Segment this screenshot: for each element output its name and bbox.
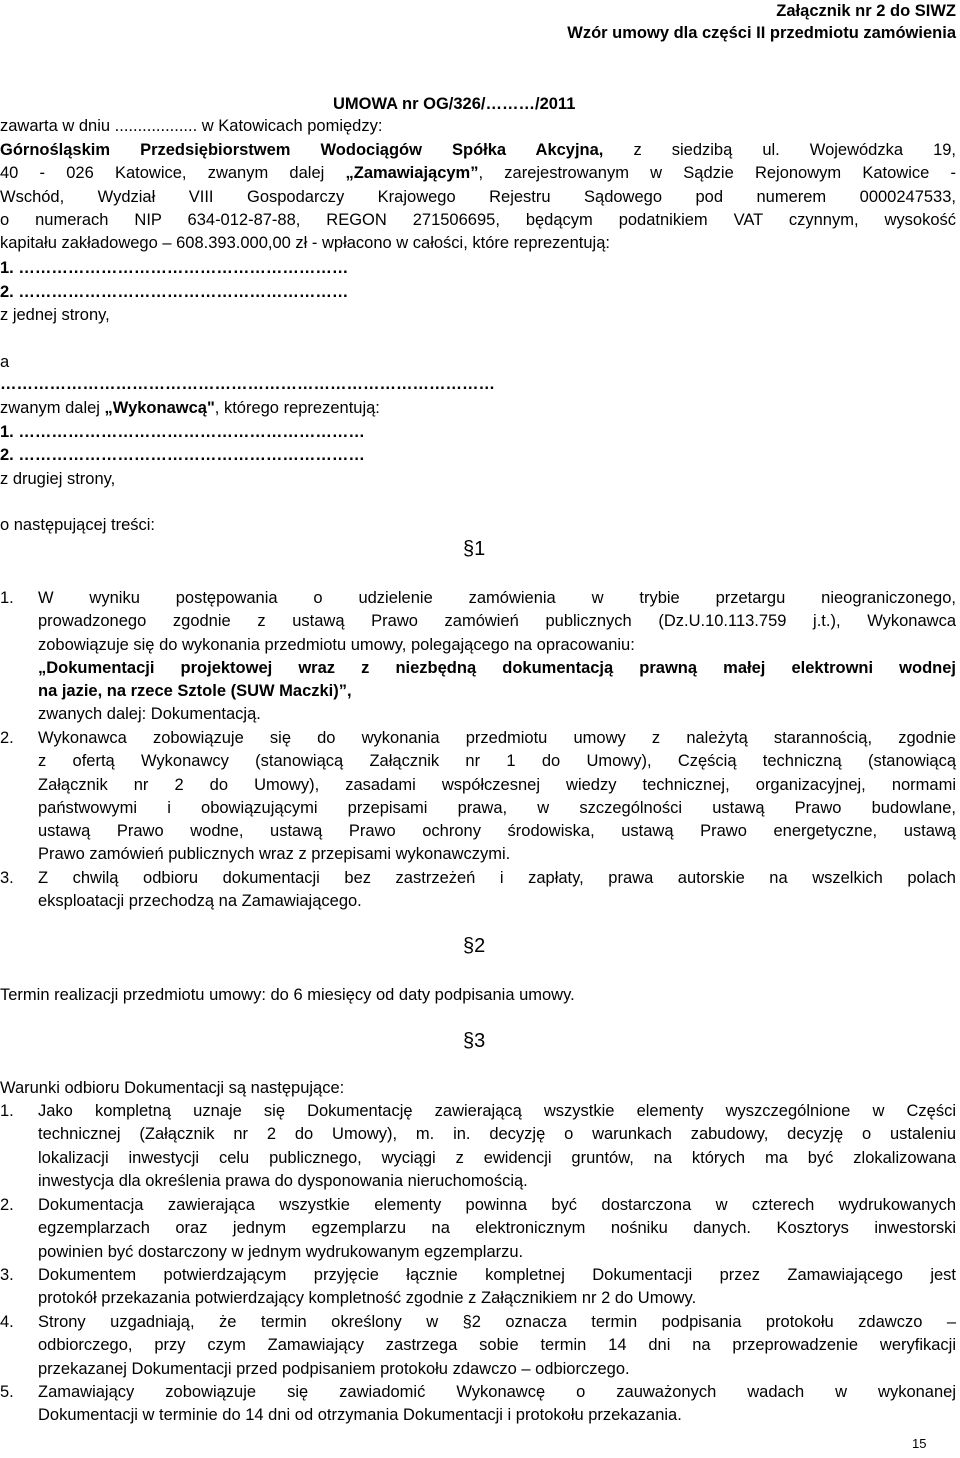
s3-item-2: Dokumentacja zawierająca wszystkie elementy powinna być dostarczona w czterech wydrukowanych egzemplarzach oraz jednym egzemplarzu na elektronicznym nośniku danych. Kosztorys inwestorski powinien być dostarczony w jednym wydrukowanym egzemplarzu.: [38, 1196, 956, 1261]
representative-2a: 1. ………………………………………………………: [0, 423, 365, 441]
and-label: a: [0, 353, 10, 371]
representative-1a: 1. ……………………………………………………: [0, 259, 349, 277]
s3-item-4: Strony uzgadniają, że termin określony w §2 oznacza termin podpisania protokołu zdawczo – odbiorczego, przy czym Zamawiający zastrzega sobie termin 14 dni na przeprowadzenie weryfikacji przekazanej Dokumentacji przed podpisaniem protokołu zdawczo – odbiorczego.: [38, 1313, 956, 1378]
section-3-mark: §3: [463, 1030, 486, 1052]
attachment-label: Załącznik nr 2 do SIWZ: [776, 2, 956, 20]
s3-item-5-num: 5.: [0, 1383, 14, 1401]
representative-1b: 2. ……………………………………………………: [0, 283, 349, 301]
s1-item-1-num: 1.: [0, 589, 14, 607]
contractor-line: zwanym dalej „Wykonawcą", którego reprezentują:: [0, 399, 380, 417]
s1-item-2-num: 2.: [0, 729, 14, 747]
section-1-mark: §1: [463, 538, 486, 560]
s3-item-1-num: 1.: [0, 1102, 14, 1120]
contractor-dots: ………………………………………………………………………………: [0, 375, 495, 393]
section-2-mark: §2: [463, 935, 486, 957]
s1-item-2: Wykonawca zobowiązuje się do wykonania przedmiotu umowy z należytą starannością, zgodnie z ofertą Wykonawcy (stanowiącą Załącznik nr 1 do Umowy), Częścią techniczną (stanowiącą Załącznik nr 2 do Umowy), zasadami współczesnej wiedzy technicznej, organizacyjnej, normami państwowymi i obowiązującymi przepisami prawa, w szczególności ustawą Prawo budowlane, ustawą Prawo wodne, ustawą Prawo ochrony środowiska, ustawą Prawo energetyczne, ustawą Prawo zamówień publicznych wraz z przepisami wykonawczymi.: [38, 729, 956, 864]
representative-2b: 2. ………………………………………………………: [0, 446, 365, 464]
s1-item-1: W wyniku postępowania o udzielenie zamówienia w trybie przetargu nieograniczonego, prowadzonego zgodnie z ustawą Prawo zamówień publicznych (Dz.U.10.113.759 j.t.), Wykonawca zobowiązuje się do wykonania przedmiotu umowy, polegającego na opracowaniu: „Dokumentacji projektowej wraz z niezbędną dokumentacją prawną małej elektrowni wodnej na jazie, na rzece Sztole (SUW Maczki)”, zwanych dalej: Dokumentacją.: [38, 589, 956, 724]
s3-item-3-num: 3.: [0, 1266, 14, 1284]
contract-number: UMOWA nr OG/326/………/2011: [333, 95, 576, 113]
document-title: Wzór umowy dla części II przedmiotu zamówienia: [567, 24, 956, 42]
section-2-text: Termin realizacji przedmiotu umowy: do 6 miesięcy od daty podpisania umowy.: [0, 986, 575, 1004]
party1-block: Górnośląskim Przedsiębiorstwem Wodociągów Spółka Akcyjna, z siedzibą ul. Wojewódzka 19, 40 - 026 Katowice, zwanym dalej „Zamawiającym”, zarejestrowanym w Sądzie Rejonowym Katowice - Wschód, Wydział VIII Gospodarczy Krajowego Rejestru Sądowego pod numerem 0000247533, o numerach NIP 634-012-87-88, REGON 271506695, będącym podatnikiem VAT czynnym, wysokość kapitału zakładowego – 608.393.000,00 zł - wpłacono w całości, które reprezentują:: [0, 141, 957, 253]
s3-item-5: Zamawiający zobowiązuje się zawiadomić Wykonawcę o zauważonych wadach w wykonanej Dokumentacji w terminie do 14 dni od otrzymania Dokumentacji i protokołu przekazania.: [38, 1383, 956, 1425]
first-side-label: z jednej strony,: [0, 306, 110, 324]
section-3-intro: Warunki odbioru Dokumentacji są następujące:: [0, 1079, 345, 1097]
contract-date-line: zawarta w dniu .................. w Katowicach pomiędzy:: [0, 117, 383, 135]
s3-item-1: Jako kompletną uznaje się Dokumentację zawierającą wszystkie elementy wyszczególnione w Części technicznej (Załącznik nr 2 do Umowy), m. in. decyzję o warunkach zabudowy, decyzję o ustaleniu lokalizacji inwestycji celu publicznego, wyciągi z ewidencji gruntów, na których ma być zlokalizowana inwestycja dla określenia prawa do dysponowania nieruchomością.: [38, 1102, 956, 1190]
second-side-label: z drugiej strony,: [0, 470, 116, 488]
content-intro: o następującej treści:: [0, 516, 156, 534]
s3-item-2-num: 2.: [0, 1196, 14, 1214]
s3-item-4-num: 4.: [0, 1313, 14, 1331]
page-number: 15: [912, 1436, 927, 1451]
s1-item-3-num: 3.: [0, 869, 14, 887]
s1-item-3: Z chwilą odbioru dokumentacji bez zastrzeżeń i zapłaty, prawa autorskie na wszelkich polach eksploatacji przechodzą na Zamawiającego.: [38, 869, 956, 911]
s3-item-3: Dokumentem potwierdzającym przyjęcie łącznie kompletnej Dokumentacji przez Zamawiającego jest protokół przekazania potwierdzający kompletność zgodnie z Załącznikiem nr 2 do Umowy.: [38, 1266, 956, 1308]
